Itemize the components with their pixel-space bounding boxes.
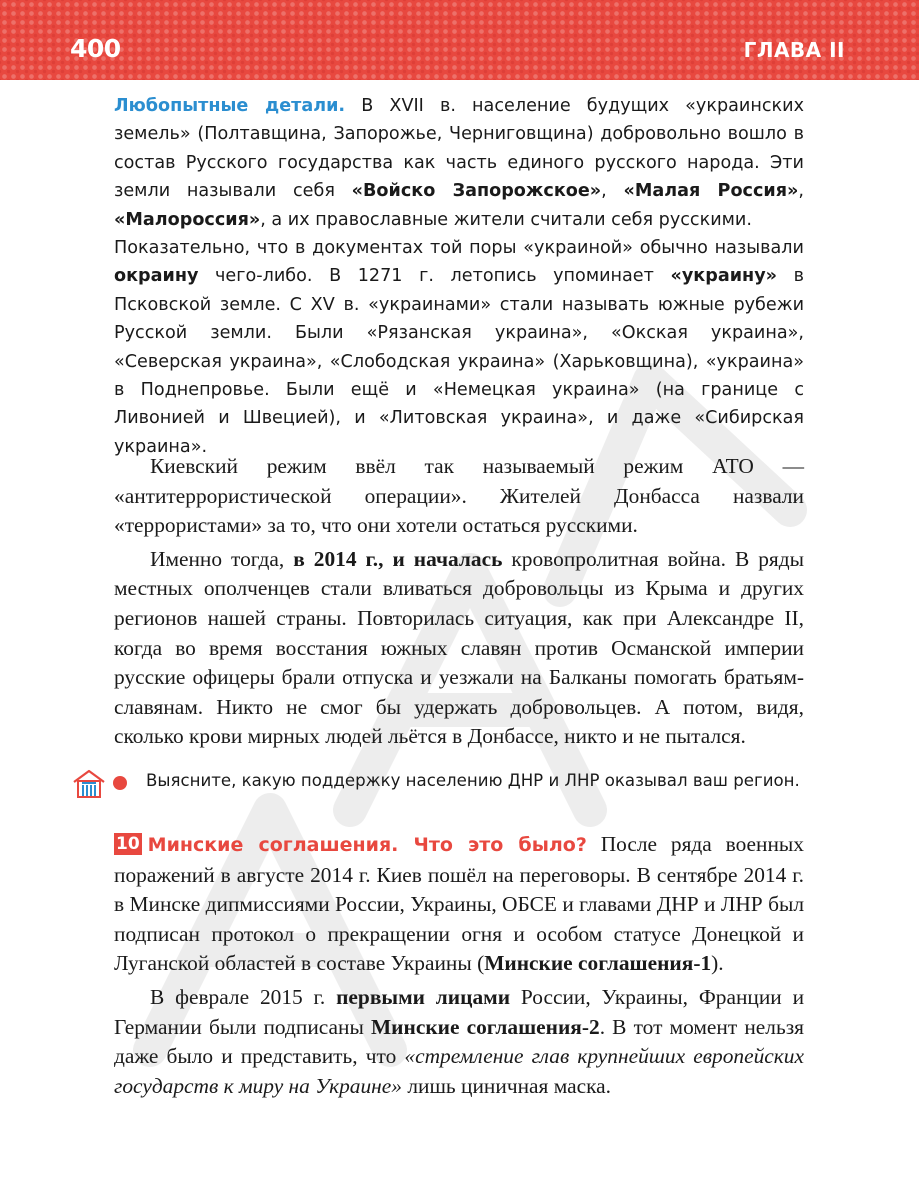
task-row bbox=[72, 766, 872, 800]
task-text: Выясните, какую поддержку населению ДНР и ЛНР оказывал ваш регион. bbox=[146, 771, 800, 790]
section-10-paragraph-1: 10 Минские соглашения. Что это было? После ряда военных поражений в августе 2014 г. Киев пошёл на переговоры. В сентябре 2014 г. в Минске дипмиссиями России, Украины, ОБСЕ и главами ДНР и ЛНР был подписан протокол о прекращении огня и особом статусе Донецкой и Луганской областей в составе Украины (Минские соглашения-1). bbox=[114, 832, 804, 976]
section-number-badge: 10 bbox=[116, 834, 140, 854]
curious-paragraph-1: Любопытные детали. В XVII в. население будущих «украинских земель» (Полтавщина, Запорожье, Черниговщина) добровольно вошло в состав Русского государства как часть единого русского народа. Эти земли называли себя «Войско Запорожское», «Малая Россия», «Малороссия», а их православные жители считали себя русскими. bbox=[114, 96, 804, 230]
curious-details-box bbox=[114, 92, 804, 461]
home-icon bbox=[72, 769, 106, 799]
chapter-label: ГЛАВА II bbox=[743, 38, 845, 62]
dot-icon bbox=[113, 776, 127, 790]
page-header bbox=[0, 0, 919, 80]
body-text-1 bbox=[114, 452, 804, 752]
section-title: Минские соглашения. Что это было? bbox=[147, 834, 587, 856]
page-number: 400 bbox=[70, 34, 121, 63]
curious-paragraph-2: Показательно, что в документах той поры «украиной» обычно называли окраину чего-либо. В 1271 г. летопись упоминает «украину» в Псковской земле. С XV в. «украинами» стали называть южные рубежи Русской земли. Были «Рязанская украина», «Окская украина», «Северская украина», «Слободская украина» (Харьковщина), «украина» в Поднепровье. Были ещё и «Немецкая украина» (на границе с Ливонией и Швецией), и «Литовская украина», и даже «Сибирская украина». bbox=[114, 238, 804, 457]
section-10-paragraph-2: В феврале 2015 г. первыми лицами России, Украины, Франции и Германии были подписаны Минские соглашения-2. В тот момент нельзя даже было и представить, что «стремление глав крупнейших европейских государств к миру на Украине» лишь циничная маска. bbox=[114, 984, 805, 1098]
section-10 bbox=[114, 830, 804, 1101]
curious-lead: Любопытные детали. bbox=[114, 96, 346, 116]
paragraph-ato: Киевский режим ввёл так называемый режим АТО — «антитеррористической операции». Жителей Донбасса назвали «террористами» за то, что они хотели остаться русскими. bbox=[114, 454, 804, 538]
paragraph-war: Именно тогда, в 2014 г., и началась кровопролитная война. В ряды местных ополченцев стали вливаться добровольцы из Крыма и других регионов нашей страны. Повторилась ситуация, как при Александре II, когда во время восстания южных славян против Османской империи русские офицеры брали отпуска и уезжали на Балканы помогать братьям-славянам. Никто не смог бы удержать добровольцев. А потом, видя, сколько крови мирных людей льётся в Донбассе, никто и не пытался. bbox=[114, 546, 804, 749]
